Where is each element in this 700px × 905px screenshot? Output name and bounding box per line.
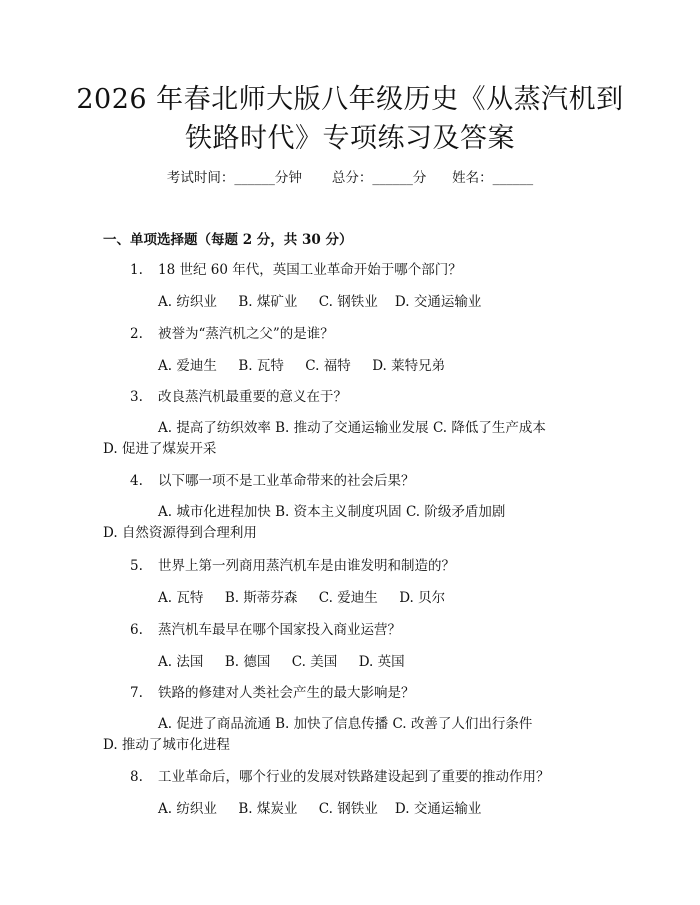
option-row [158,292,481,312]
question-stem [130,324,334,344]
option-c: C. 美国 [291,654,338,670]
option-row [158,799,481,819]
time-blank: ______ [234,170,275,186]
question-number: 8. [130,769,143,785]
option-d: D. 交通运输业 [394,801,482,817]
score-label: 总分： [331,170,373,186]
option-a: A. 城市化进程加快 [158,504,271,520]
option-c: C. 降低了生产成本 [432,420,546,436]
time-label: 考试时间： [166,170,235,186]
option-c: C. 改善了人们出行条件 [392,716,533,732]
question-stem [130,387,347,407]
option-a: A. 瓦特 [158,590,204,606]
option-d: D. 自然资源得到合理利用 [103,525,257,541]
option-a: A. 促进了商品流通 [158,716,271,732]
question-stem [130,471,415,491]
option-d: D. 推动了城市化进程 [103,737,230,753]
question-text: 被誉为“蒸汽机之父”的是谁？ [158,326,334,342]
option-row [103,418,603,460]
option-a: A. 纺织业 [158,801,217,817]
option-row [158,652,405,672]
question-text: 18 世纪 60 年代，英国工业革命开始于哪个部门？ [158,262,462,278]
question-stem [130,620,401,640]
question-number: 1. [130,262,143,278]
name-label: 姓名： [452,170,493,186]
option-row [103,714,603,756]
option-row [158,588,445,608]
question-text: 以下哪一项不是工业革命带来的社会后果？ [158,473,415,489]
question-number: 2. [130,326,143,342]
score-unit: 分 [412,170,427,186]
option-c: C. 福特 [305,358,351,374]
option-c: C. 爱迪生 [318,590,378,606]
option-row [103,502,603,544]
question-stem [130,260,462,280]
question-text: 蒸汽机车最早在哪个国家投入商业运营？ [158,622,401,638]
time-unit: 分钟 [274,170,302,186]
question-text: 铁路的修建对人类社会产生的最大影响是？ [158,685,415,701]
option-d: D. 贝尔 [399,590,446,606]
question-number: 4. [130,473,143,489]
option-b: B. 资本主义制度巩固 [275,504,402,520]
section-title: 一、单项选择题（每题 2 分，共 30 分） [103,232,353,248]
option-b: B. 煤炭业 [238,801,298,817]
option-b: B. 瓦特 [238,358,284,374]
option-c: C. 钢铁业 [318,294,378,310]
option-row [158,356,445,376]
question-number: 3. [130,389,143,405]
option-d: D. 英国 [358,654,405,670]
name-blank: ______ [492,170,534,186]
option-b: B. 斯蒂芬森 [224,590,298,606]
question-stem [130,683,415,703]
page-title-line-2: 铁路时代》专项练习及答案 [185,123,515,154]
option-c: C. 钢铁业 [318,801,378,817]
question-stem [130,767,550,787]
option-a: A. 提高了纺织效率 [158,420,271,436]
question-number: 5. [130,558,143,574]
question-text: 改良蒸汽机最重要的意义在于？ [158,389,347,405]
page-title-line-1: 2026 年春北师大版八年级历史《从蒸汽机到 [76,84,624,115]
option-b: B. 推动了交通运输业发展 [275,420,429,436]
question-text: 世界上第一列商用蒸汽机车是由谁发明和制造的？ [158,558,455,574]
score-blank: ______ [372,170,413,186]
exam-meta [0,168,700,188]
option-a: A. 纺织业 [158,294,217,310]
option-b: B. 煤矿业 [238,294,298,310]
option-c: C. 阶级矛盾加剧 [405,504,506,520]
question-number: 6. [130,622,143,638]
question-stem [130,556,455,576]
option-a: A. 法国 [158,654,204,670]
option-a: A. 爱迪生 [158,358,217,374]
option-d: D. 促进了煤炭开采 [103,441,217,457]
question-number: 7. [130,685,143,701]
option-b: B. 德国 [224,654,271,670]
option-d: D. 莱特兄弟 [372,358,446,374]
question-text: 工业革命后，哪个行业的发展对铁路建设起到了重要的推动作用？ [158,769,550,785]
option-d: D. 交通运输业 [394,294,482,310]
option-b: B. 加快了信息传播 [275,716,389,732]
